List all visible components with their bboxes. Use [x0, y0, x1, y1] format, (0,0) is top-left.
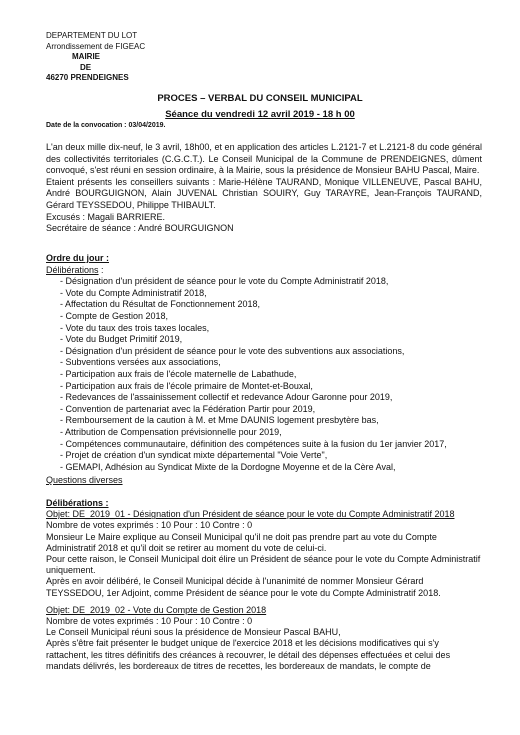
agenda-list	[46, 276, 486, 473]
agenda-deliberations-label	[46, 265, 486, 277]
convocation-date: Date de la convocation : 03/04/2019.	[46, 122, 166, 129]
deliberations-heading: Délibérations :	[46, 498, 109, 508]
list-item: - Désignation d'un président de séance pour le vote du Compte Administratif 2018,	[60, 276, 389, 287]
excused-line: Excusés : Magali BARRIERE.	[46, 211, 166, 222]
list-item: - Projet de création d'un syndicat mixte départemental "Voie Verte",	[60, 450, 328, 461]
session-subtitle: Séance du vendredi 12 avril 2019 - 18 h 00	[165, 109, 355, 120]
deliberation-1-paragraph: Pour cette raison, le Conseil Municipal doit élire un Président de séance pour le vote du Compte Administratif uniquement.	[46, 554, 481, 576]
deliberations-section	[46, 498, 482, 672]
department-line: DEPARTEMENT DU LOT	[46, 31, 138, 40]
attendees-paragraph: Etaient présents les conseillers suivants : Marie-Hélène TAURAND, Monique VILLENEUVE, Pascal BAHU, André BOURGUIGNON, Alain JUVENAL Christian SOUIRY, Guy TARAYRE, Jean-François TAURAND, Gérard TEYSSEDOU, Philippe THIBAULT.	[46, 176, 482, 210]
intro-paragraph: L'an deux mille dix-neuf, le 3 avril, 18h00, et en application des articles L.2121-7 et L.2121-8 du code général des collectivités territoriales (C.G.C.T.). Le Conseil Municipal de la Commune de PRENDEIGNES, dûment convoqué, s'est réuni en session ordinaire, à la Mairie, sous la présidence de Monsieur BAHU Pascal, Maire.	[46, 142, 482, 176]
list-item: - Remboursement de la caution à M. et Mme DAUNIS logement presbytère bas,	[60, 415, 379, 426]
questions-diverses: Questions diverses	[46, 475, 123, 485]
deliberation-1-paragraph: Monsieur Le Maire explique au Conseil Municipal qu'il ne doit pas prendre part au vote du Compte Administratif 2018 et qu'il doit se retirer au moment du vote de celui-ci.	[46, 531, 437, 553]
agenda-heading: Ordre du jour :	[46, 253, 109, 263]
deliberations-label-text: Délibérations	[46, 264, 99, 275]
deliberation-2-object: Objet: DE_2019_02 - Vote du Compte de Gestion 2018	[46, 604, 267, 615]
deliberation-1-votes: Nombre de votes exprimés : 10 Pour : 10 Contre : 0	[46, 520, 253, 531]
intro-section	[46, 142, 482, 235]
list-item: - Redevances de l'assainissement collectif et redevance Adour Garonne pour 2019,	[60, 392, 393, 403]
list-item: - Compétences communautaire, définition des compétences suite à la fusion du 1er janvier 2017,	[60, 438, 447, 449]
list-item: - Vote du Compte Administratif 2018,	[60, 287, 207, 298]
deliberation-1-object: Objet: DE_2019_01 - Désignation d'un Président de séance pour le vote du Compte Administratif 2018	[46, 509, 455, 520]
deliberation-1-paragraph: Après en avoir délibéré, le Conseil Municipal décide à l'unanimité de nommer Monsieur Gérard TEYSSEDOU, 1er Adjoint, comme Président de séance pour le vote du Compte Administratif 2018.	[46, 576, 441, 598]
list-item: - Participation aux frais de l'école maternelle de Labathude,	[60, 368, 297, 379]
postal-line: 46270 PRENDEIGNES	[46, 73, 129, 82]
list-item: - Participation aux frais de l'école primaire de Montet-et-Bouxal,	[60, 380, 313, 391]
deliberation-2-paragraph: Le Conseil Municipal réuni sous la présidence de Monsieur Pascal BAHU,	[46, 627, 341, 638]
deliberation-2-paragraph: Après s'être fait présenter le budget unique de l'exercice 2018 et les décisions modificatives qui s'y rattachent, les titres définitifs des créances à recouvrer, le détail des dépenses effectuées et celui des mandats délivrés, les bordereaux de titres de recettes, les bordereaux de mandats, le compte de	[46, 638, 451, 671]
letterhead	[46, 31, 145, 84]
deliberation-2-votes: Nombre de votes exprimés : 10 Pour : 10 Contre : 0	[46, 616, 253, 627]
agenda-section	[46, 253, 486, 473]
list-item: - Affectation du Résultat de Fonctionnement 2018,	[60, 299, 260, 310]
list-item: - Convention de partenariat avec la Fédération Partir pour 2019,	[60, 403, 316, 414]
de-line: DE	[80, 62, 92, 72]
list-item: - Vote du taux des trois taxes locales,	[60, 322, 210, 333]
list-item: - Désignation d'un président de séance pour le vote des subventions aux associations,	[60, 345, 405, 356]
arrondissement-line: Arrondissement de FIGEAC	[46, 41, 146, 51]
list-item: - GEMAPI, Adhésion au Syndicat Mixte de la Dordogne Moyenne et de la Cère Aval,	[60, 461, 396, 472]
document-title: PROCES – VERBAL DU CONSEIL MUNICIPAL	[157, 93, 363, 104]
list-item: - Subventions versées aux associations,	[60, 357, 221, 368]
list-item: - Compte de Gestion 2018,	[60, 310, 169, 321]
list-item: - Attribution de Compensation prévisionnelle pour 2019,	[60, 426, 282, 437]
list-item: - Vote du Budget Primitif 2019,	[60, 334, 183, 345]
colon-text: :	[98, 264, 104, 275]
secretary-line: Secrétaire de séance : André BOURGUIGNON	[46, 223, 234, 234]
mairie-line: MAIRIE	[72, 52, 100, 61]
